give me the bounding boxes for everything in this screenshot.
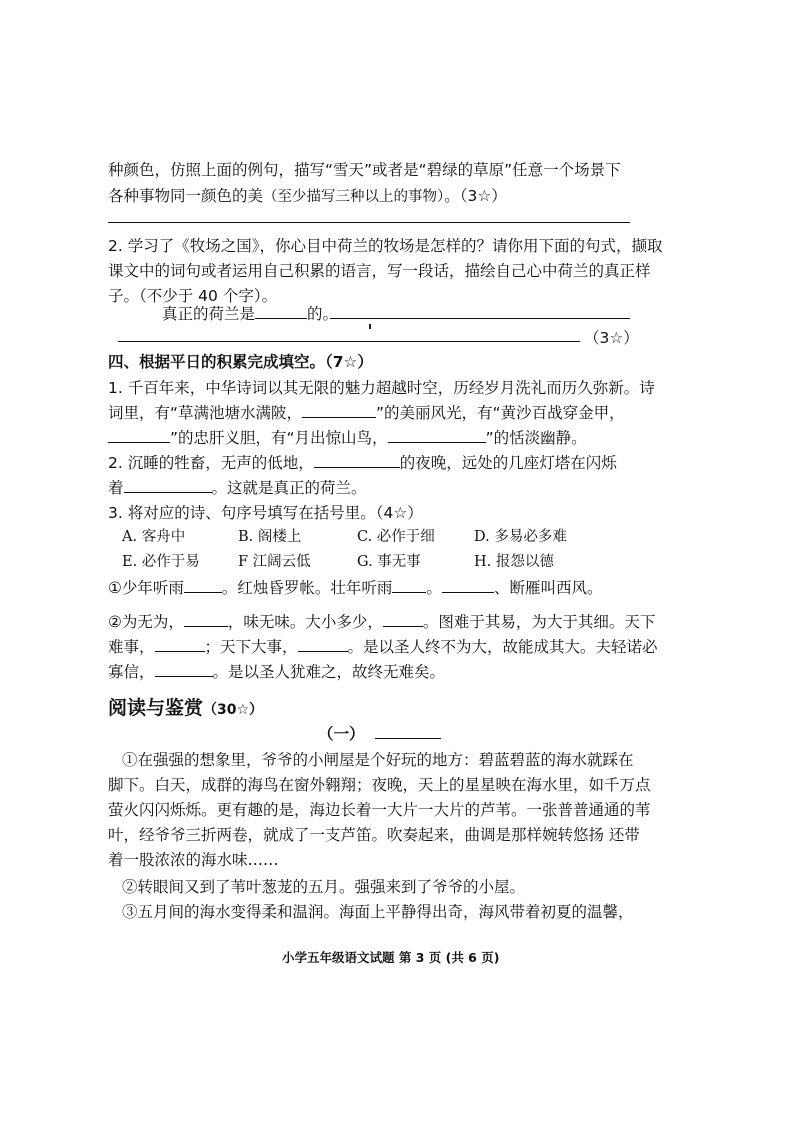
sec4-text: 。红烛昏罗帐。壮年听雨 [221, 579, 393, 597]
q1-text-line1: 种颜色，仿照上面的例句，描写“雪天”或者是“碧绿的草原”任意一个场景下 [108, 161, 621, 179]
fill-line-1 [108, 578, 602, 598]
para2-line1: ②转眼间又到了苇叶葱茏的五月。强强来到了爷爷的小屋。 [122, 878, 526, 896]
sec4-text: ①少年听雨 [108, 579, 184, 597]
fill-line-2 [108, 612, 655, 632]
sec4-text: 。图难于其易，为大于其细。天下 [422, 613, 656, 631]
q2-pattern-blank[interactable] [255, 304, 307, 319]
poem-blank-1[interactable] [302, 403, 376, 418]
reading-title: 阅读与鉴赏 [108, 697, 204, 719]
sec4-text: ，味无味。大小多少， [227, 613, 383, 631]
para1-line3: 萤火闪闪烁烁。更有趣的是，海边长着一大片一大片的芦苇。一张普普通通的苇 [108, 801, 651, 819]
q2-text-line3: 子。（不少于 40 个字）。 [108, 287, 278, 305]
fill-line-3 [108, 637, 658, 657]
sec4-text: 词里，有“草满池塘水满陂， [108, 404, 303, 422]
sec4-text: 寡信， [108, 663, 155, 681]
fill-blank-7[interactable] [298, 637, 348, 652]
q2-pattern-start: 真正的荷兰是 [162, 305, 256, 323]
sec4-text: 难事， [108, 638, 155, 656]
sec4-item1-line1: 1. 千百年来，中华诗词以其无限的魅力超越时空，历经岁月洗礼而历久弥新。诗 [108, 379, 655, 397]
option-d: D. 多易必多难 [474, 529, 567, 545]
reading-score: （30☆） [203, 702, 264, 718]
holland-blank-1[interactable] [314, 453, 400, 468]
q2-answer-line-2[interactable] [118, 341, 580, 342]
para1-line5: 着一股浓浓的海水味…… [108, 851, 279, 869]
page-footer: 小学五年级语文试题 第 3 页 (共 6 页) [282, 950, 500, 965]
q1-score: 。（3☆） [444, 187, 507, 205]
poem-blank-3[interactable] [388, 428, 486, 443]
sec4-text: 、断雁叫西风。 [493, 579, 603, 597]
fill-line-4 [108, 662, 445, 682]
q2-sentence-pattern [162, 304, 338, 324]
sec4-text: 着 [108, 479, 124, 497]
q2-text-line1: 2. 学习了《牧场之国》，你心目中荷兰的牧场是怎样的？请你用下面的句式，撷取 [108, 237, 663, 255]
option-h: H. 报怨以德 [474, 554, 554, 570]
q2-pattern-end: 的。 [307, 305, 339, 323]
fill-blank-6[interactable] [155, 637, 205, 652]
sec4-item2-line2 [108, 478, 367, 498]
sec4-text: 。这就是真正的荷兰。 [211, 479, 367, 497]
q1-text-requirement: （至少描写三种以上的事物） [263, 189, 445, 205]
q1-text-line2 [108, 186, 507, 207]
sec4-text: 。是以圣人犹难之，故终无难矣。 [212, 663, 446, 681]
fill-blank-8[interactable] [155, 662, 213, 677]
sec4-text: ”的忠肝义胆，有“月出惊山鸟， [170, 429, 388, 447]
sec4-text: 的夜晚，远处的几座灯塔在闪烁 [399, 454, 617, 472]
q1-answer-line[interactable] [108, 222, 630, 223]
option-c: C. 必作于细 [357, 529, 435, 545]
reading-part-number: （一） [318, 725, 365, 743]
q1-text-part: 各种事物同一颜色的美 [108, 187, 264, 205]
para1-line1: ①在强强的想象里，爷爷的小闸屋是个好玩的地方：碧蓝碧蓝的海水就踩在 [122, 751, 634, 769]
option-g: G. 事无事 [357, 554, 421, 570]
fill-blank-5[interactable] [383, 612, 423, 627]
sec4-text: 。 [426, 579, 442, 597]
q2-score: （3☆） [584, 329, 639, 347]
fill-blank-4[interactable] [184, 612, 228, 627]
sec4-text: ”的美丽风光，有“黄沙百战穿金甲， [376, 404, 625, 422]
sec4-item1-line2 [108, 403, 625, 423]
q2-answer-line-1[interactable] [330, 318, 630, 319]
option-a: A. 客舟中 [122, 529, 186, 545]
sec4-text: ②为无为， [108, 613, 184, 631]
option-b: B. 阁楼上 [238, 529, 302, 545]
sec4-item1-line3 [108, 428, 587, 448]
poem-blank-2[interactable] [108, 428, 170, 443]
reading-part-heading [318, 724, 441, 744]
section4-title: 四、根据平日的积累完成填空。（7☆） [108, 353, 373, 371]
sec4-item2-line1 [108, 453, 617, 473]
q2-text-line2: 课文中的词句或者运用自己积累的语言，写一段话，描绘自己心中荷兰的真正样 [108, 262, 651, 280]
para1-line4: 叶，经爷爷三折两卷，就成了一支芦笛。吹奏起来，曲调是那样婉转悠扬 还带 [108, 826, 640, 844]
reading-title-blank[interactable] [375, 724, 441, 739]
option-f: F 江阔云低 [238, 554, 311, 570]
sec4-text: 。是以圣人终不为大，故能成其大。夫轻诺必 [347, 638, 658, 656]
option-e: E. 必作于易 [122, 554, 200, 570]
sec4-text: 2. 沉睡的牲畜，无声的低地， [108, 454, 314, 472]
sec4-text: ”的恬淡幽静。 [485, 429, 587, 447]
sec4-item3-title: 3. 将对应的诗、句序号填写在括号里。（4☆） [108, 504, 423, 522]
reading-section-header [108, 695, 263, 723]
sec4-text: ；天下大事， [204, 638, 298, 656]
fill-blank-2[interactable] [392, 578, 426, 593]
fill-blank-1[interactable] [184, 578, 222, 593]
para1-line2: 脚下。白天，成群的海鸟在窗外翱翔；夜晚，天上的星星映在海水里，如千万点 [108, 776, 651, 794]
scan-speck [369, 324, 371, 329]
para3-line1: ③五月间的海水变得柔和温润。海面上平静得出奇，海风带着初夏的温馨， [122, 903, 634, 921]
fill-blank-3[interactable] [442, 578, 494, 593]
holland-blank-2[interactable] [124, 478, 212, 493]
